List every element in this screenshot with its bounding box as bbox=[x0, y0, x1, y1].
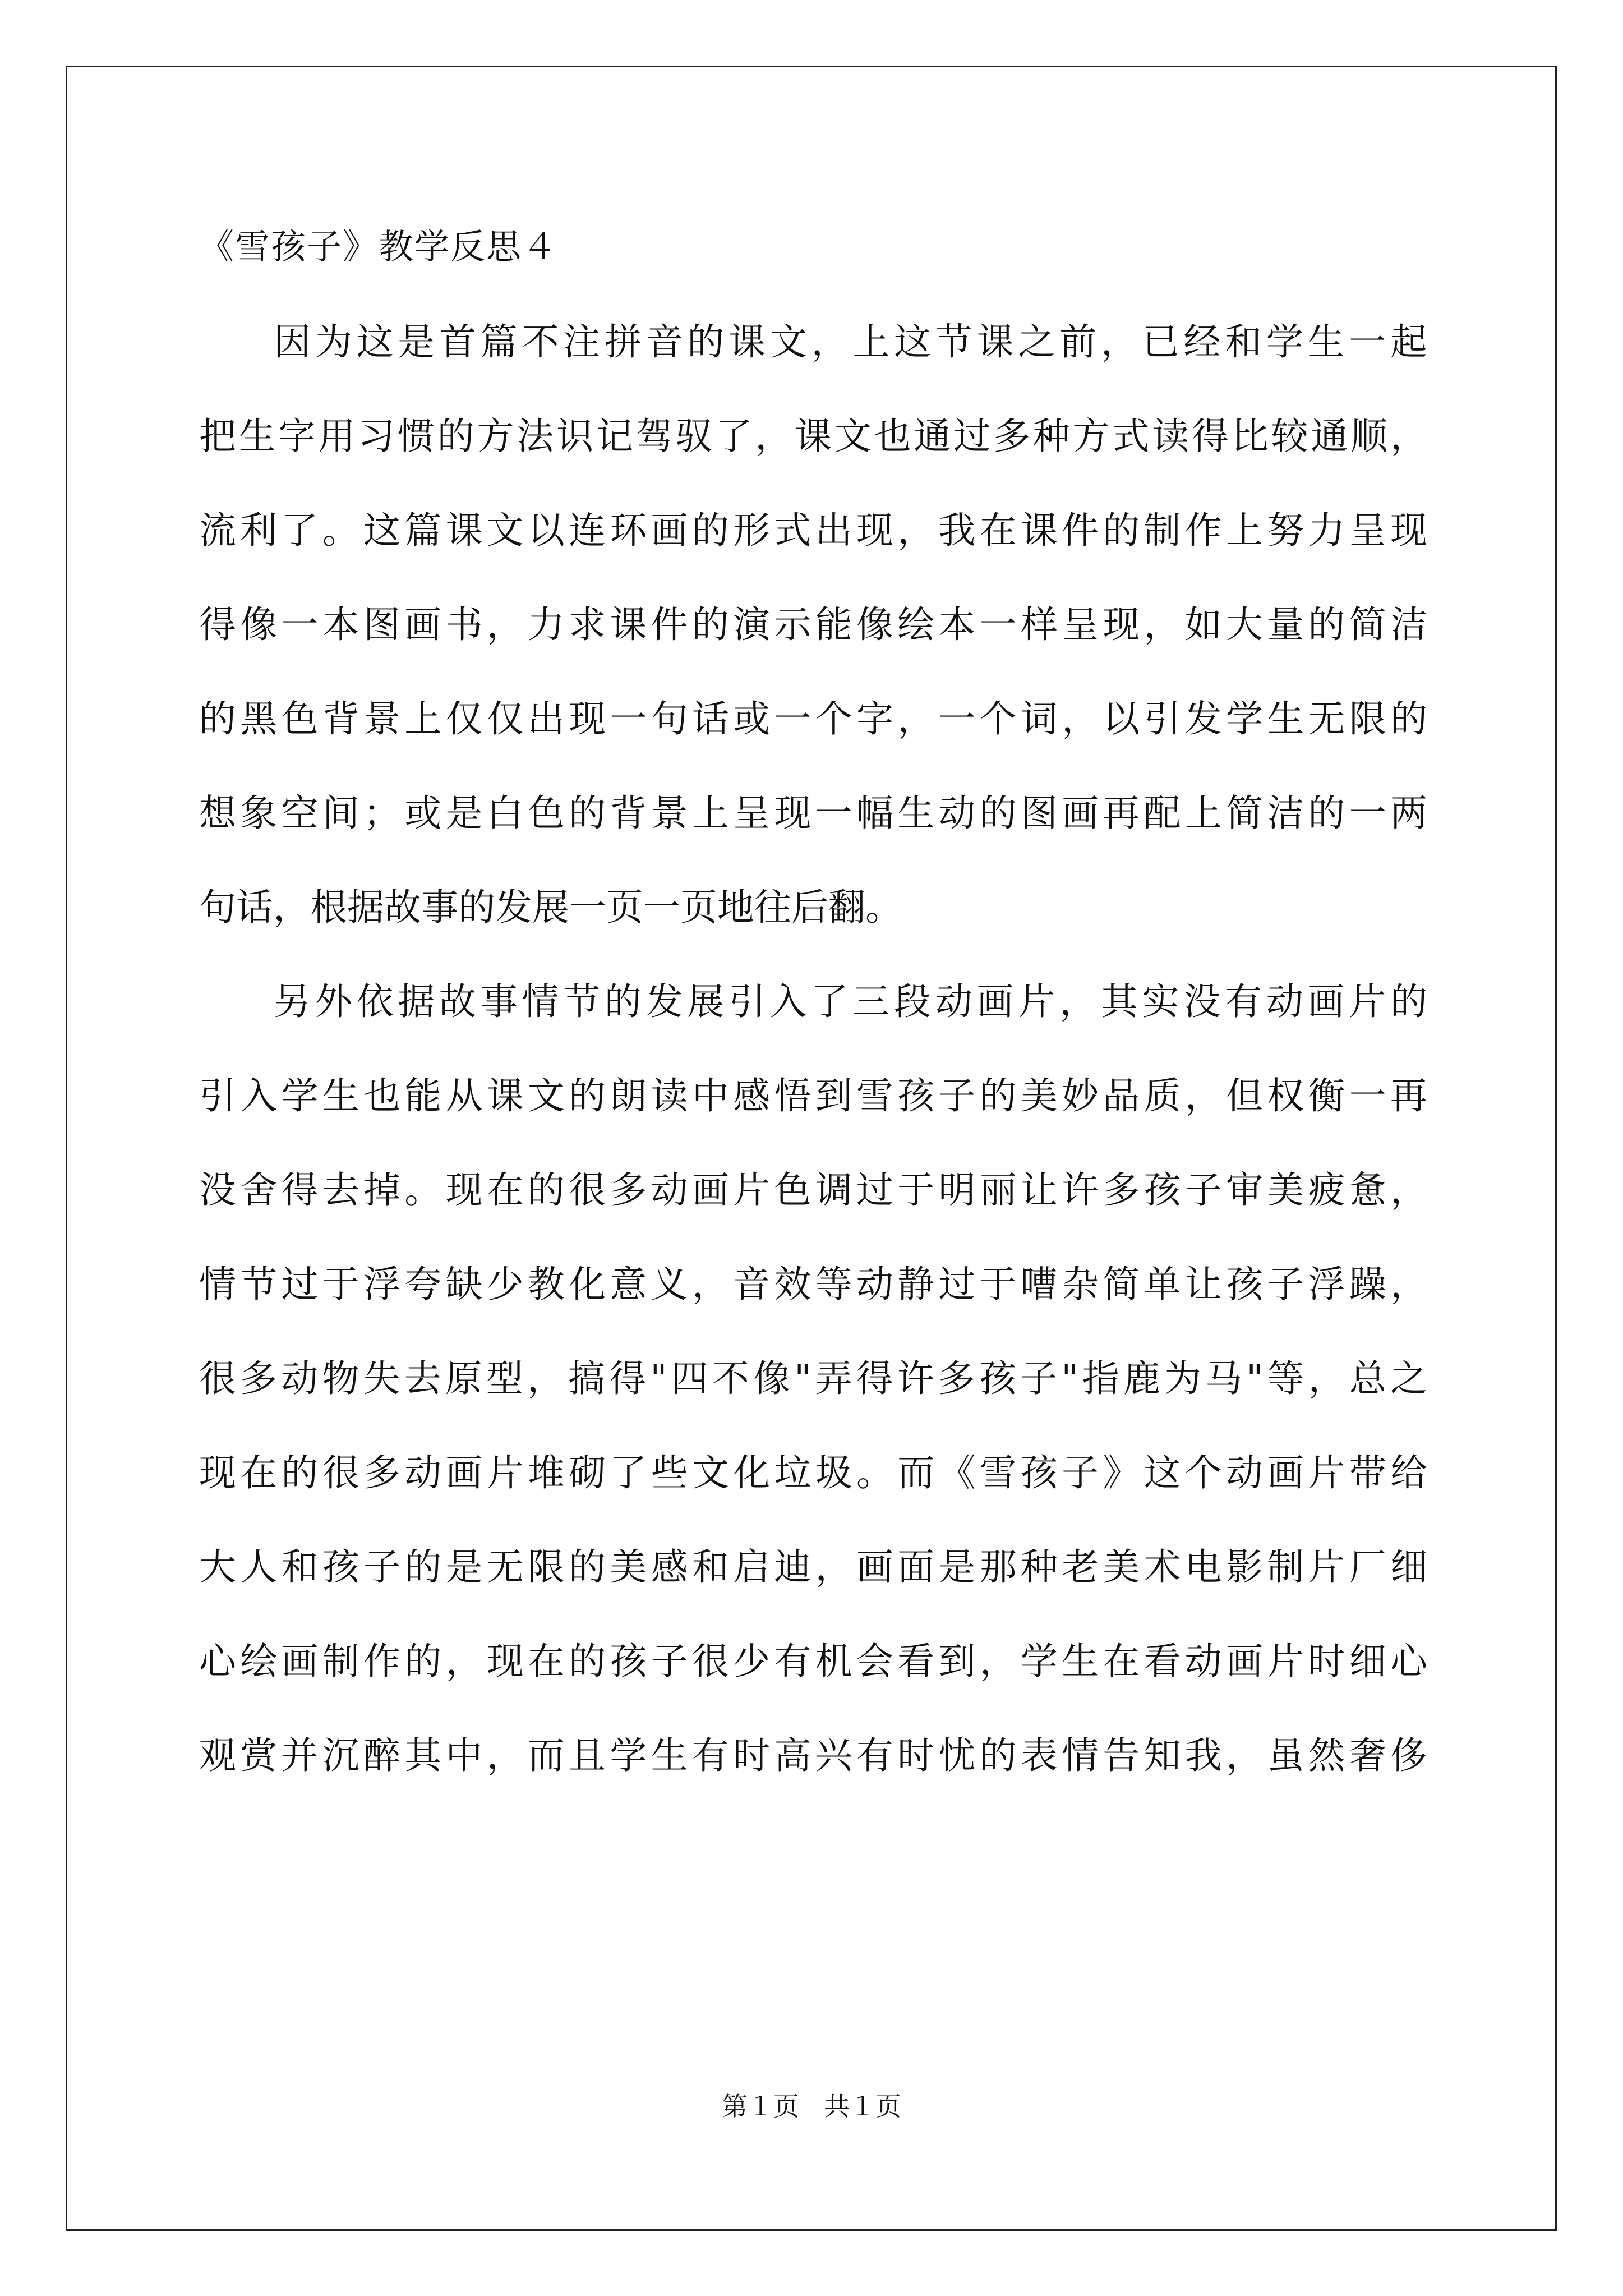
text-line: 的黑色背景上仅仅出现一句话或一个字，一个词，以引发学生无限的 bbox=[199, 697, 1427, 740]
text-line: 心绘画制作的，现在的孩子很少有机会看到，学生在看动画片时细心 bbox=[199, 1640, 1427, 1683]
document-title: 《雪孩子》教学反思４ bbox=[199, 226, 559, 267]
page-border bbox=[66, 66, 1557, 2231]
text-line: 流利了。这篇课文以连环画的形式出现，我在课件的制作上努力呈现 bbox=[199, 509, 1427, 552]
text-line: 现在的很多动画片堆砌了些文化垃圾。而《雪孩子》这个动画片带给 bbox=[199, 1451, 1427, 1494]
text-line: 因为这是首篇不注拼音的课文，上这节课之前，已经和学生一起 bbox=[274, 320, 1427, 364]
page-footer bbox=[0, 2090, 1623, 2123]
text-line: 引入学生也能从课文的朗读中感悟到雪孩子的美妙品质，但权衡一再 bbox=[199, 1074, 1427, 1117]
page-number: 第１页 bbox=[722, 2091, 799, 2122]
text-line: 得像一本图画书，力求课件的演示能像绘本一样呈现，如大量的简洁 bbox=[199, 603, 1427, 646]
text-line: 句话，根据故事的发展一页一页地往后翻。 bbox=[199, 886, 902, 929]
text-line: 很多动物失去原型，搞得"四不像"弄得许多孩子"指鹿为马"等，总之 bbox=[199, 1357, 1427, 1400]
text-line: 没舍得去掉。现在的很多动画片色调过于明丽让许多孩子审美疲惫， bbox=[199, 1168, 1427, 1212]
text-line: 大人和孩子的是无限的美感和启迪，画面是那种老美术电影制片厂细 bbox=[199, 1545, 1427, 1589]
text-line: 把生字用习惯的方法识记驾驭了，课文也通过多种方式读得比较通顺， bbox=[199, 415, 1427, 458]
text-line: 想象空间；或是白色的背景上呈现一幅生动的图画再配上简洁的一两 bbox=[199, 792, 1427, 835]
page-total: 共１页 bbox=[824, 2091, 901, 2122]
text-line: 情节过于浮夸缺少教化意义，音效等动静过于嘈杂简单让孩子浮躁， bbox=[199, 1263, 1427, 1306]
text-line: 观赏并沉醉其中，而且学生有时高兴有时忧的表情告知我，虽然奢侈 bbox=[199, 1734, 1427, 1777]
text-line: 另外依据故事情节的发展引入了三段动画片，其实没有动画片的 bbox=[274, 980, 1427, 1023]
